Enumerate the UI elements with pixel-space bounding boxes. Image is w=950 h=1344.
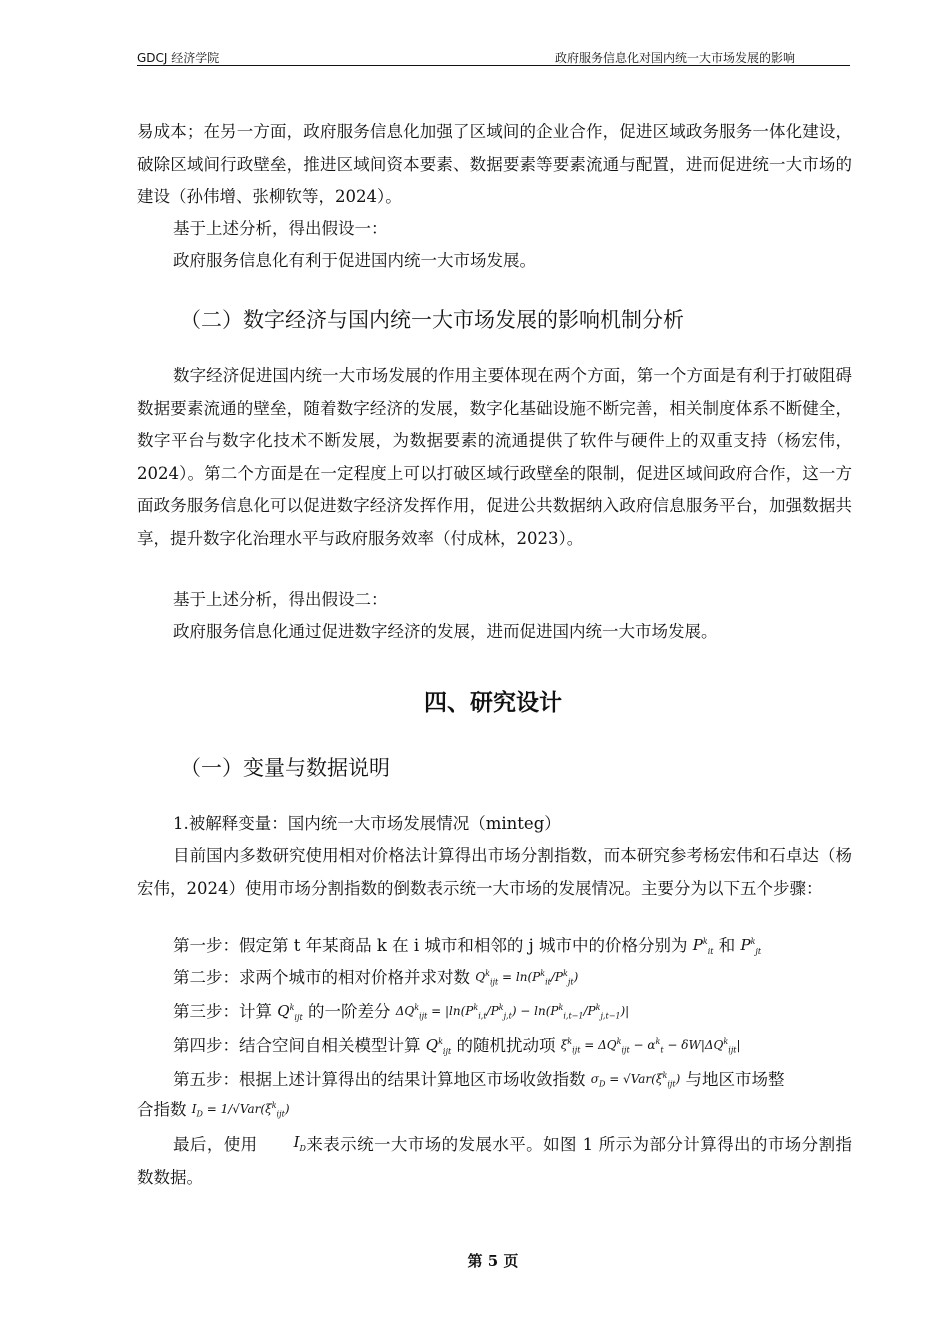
chapter-heading: 四、研究设计 [424,690,562,716]
step-1-text: 第一步：假定第 t 年某商品 k 在 i 城市和相邻的 j 城市中的价格分别为 [173,936,688,955]
formula-first-difference: $\Delta Q^k_{ijt} = |\ln(P^k_{i,t}/P^k_{j,t}) - \ln(P^k_{i,t-1}/P^k_{j,t-1})|$ [395,1003,630,1021]
formula-log-relative-price: $Q^k_{ijt} = \ln(P^k_{it}/P^k_{jt})$ [475,969,579,987]
step-4-text-b: 的随机扰动项 [456,1036,556,1055]
formula-integration: $I_D = 1/√Var(\xi^k_{ijt})$ [191,1101,290,1119]
step-1 [137,932,852,960]
page-number: 第 5 页 [467,1252,519,1270]
step-3-text-a: 第三步：计算 [173,1002,272,1021]
paragraph-digital-economy: 数字经济促进国内统一大市场发展的作用主要体现在两个方面，第一个方面是有利于打破阻碍数据要素流通的壁垒，随着数字经济的发展，数字化基础设施不断完善，相关制度体系不断健全，数字平台与数字化技术不断发展，为数据要素的流通提供了软件与硬件上的双重支持（杨宏伟，2024）。第二个方面是在一定程度上可以打破区域行政壁垒的限制，促进区域间政府合作，这一方面政务服务信息化可以促进数字经济发挥作用，促进公共数据纳入政府信息服务平台，加强数据共享，提升数字化治理水平与政府服务效率（付成林，2023）。 [137,366,852,548]
step-5-text-a: 第五步：根据上述计算得出的结果计算地区市场收敛指数 [173,1070,586,1089]
step-5 [137,1066,852,1094]
paragraph-hypothesis-1: 政府服务信息化有利于促进国内统一大市场发展。 [173,251,536,270]
paragraph-hypothesis-intro-1: 基于上述分析，得出假设一： [173,219,388,238]
formula-q-ijt: $Q^k_{ijt}$ [277,1001,303,1022]
step-2 [137,964,852,992]
paragraph-final [137,1129,852,1194]
paragraph-method: 目前国内多数研究使用相对价格法计算得出市场分割指数，而本研究参考杨宏伟和石卓达（杨宏伟，2024）使用市场分割指数的倒数表示统一大市场的发展情况。主要分为以下五个步骤： [137,846,852,898]
header-left: GDCJ 经济学院 [137,51,220,65]
formula-i-d: $I_D$ [293,1133,306,1153]
formula-disturbance: $\xi^k_{ijt} = \Delta Q^k_{ijt} - \alpha^k_t - \delta W|\Delta Q^k_{ijt}|$ [560,1037,741,1055]
formula-p-it: $P^k_{it}$ [692,935,714,956]
step-5-cont [137,1096,852,1124]
step-1-and: 和 [718,936,736,955]
page-header [137,47,850,66]
final-text-a: 最后，使用 [173,1135,258,1154]
formula-q-ijt-2: $Q^k_{ijt}$ [425,1035,452,1056]
formula-convergence: $\sigma_D = √Var(\xi^k_{ijt})$ [590,1071,681,1089]
step-5-text-b: 与地区市场整 [685,1070,785,1089]
paragraph-1: 易成本；在另一方面，政府服务信息化加强了区域间的企业合作，促进区域政务服务一体化建设，破除区域间行政壁垒，推进区域间资本要素、数据要素等要素流通与配置，进而促进统一大市场的建设（孙伟增、张柳钦等，2024）。 [137,122,852,206]
step-4 [137,1032,852,1060]
step-2-text: 第二步：求两个城市的相对价格并求对数 [173,968,470,987]
formula-p-jt: $P^k_{jt}$ [740,935,762,956]
final-text-b: 来表示统一大市场的发展水平。如图 1 所示为部分计算得出的市场分割指数数据。 [137,1135,852,1187]
step-3-text-b: 的一阶差分 [307,1002,391,1021]
header-right: 政府服务信息化对国内统一大市场发展的影响 [554,51,795,65]
step-3 [137,998,852,1026]
section-heading-1: （一）变量与数据说明 [180,756,390,780]
paragraph-hypothesis-2: 政府服务信息化通过促进数字经济的发展，进而促进国内统一大市场发展。 [173,622,718,641]
step-5-text-c: 合指数 [137,1100,187,1119]
section-heading-2: （二）数字经济与国内统一大市场发展的影响机制分析 [180,308,684,332]
paragraph-hypothesis-intro-2: 基于上述分析，得出假设二： [173,590,388,609]
variable-title: 1.被解释变量：国内统一大市场发展情况（minteg） [173,814,561,833]
step-4-text-a: 第四步：结合空间自相关模型计算 [173,1036,421,1055]
